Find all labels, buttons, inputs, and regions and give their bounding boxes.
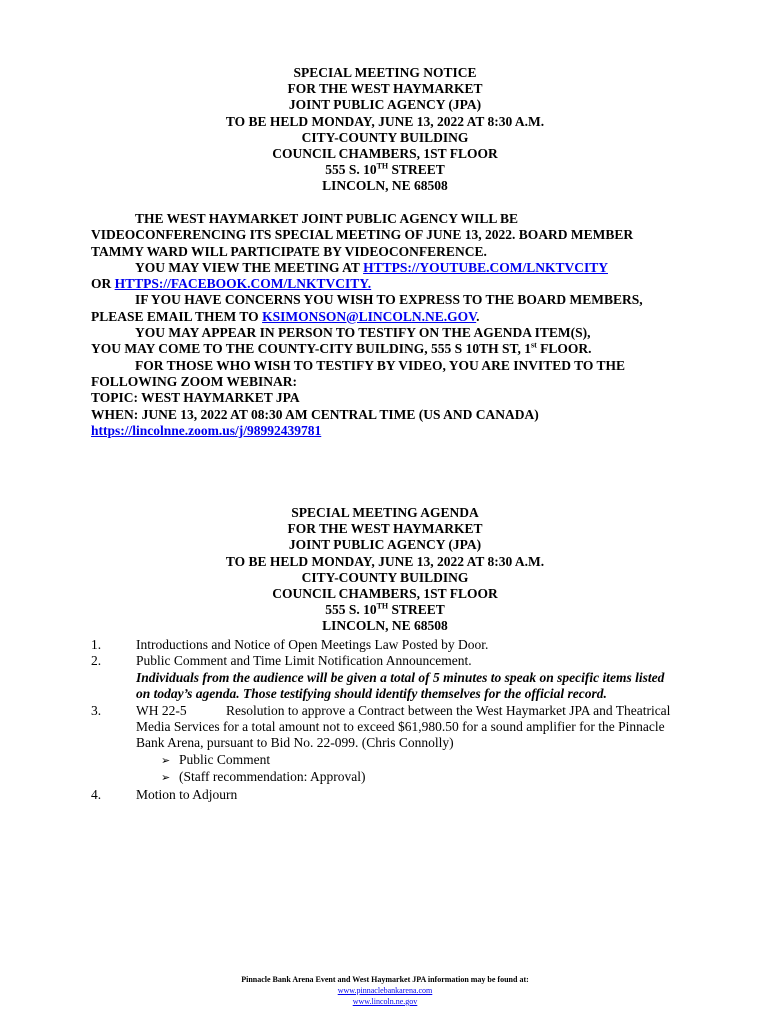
notice-line: CITY-COUNTY BUILDING bbox=[301, 129, 469, 145]
notice-date-line: TO BE HELD MONDAY, JUNE 13, 2022 AT 8:30 A.M. bbox=[225, 113, 545, 129]
agenda-heading-line: COUNCIL CHAMBERS, 1ST FLOOR bbox=[272, 586, 498, 602]
pinnacle-link[interactable]: www.pinnaclebankarena.com bbox=[337, 986, 433, 995]
agenda-heading-line: JOINT PUBLIC AGENCY (JPA) bbox=[288, 537, 482, 553]
item-code: WH 22-5 bbox=[136, 702, 187, 718]
notice-body bbox=[91, 211, 681, 439]
arrow-bullet-icon: ➢ bbox=[161, 771, 171, 785]
agenda-item bbox=[91, 703, 691, 787]
body-line: FOR THOSE WHO WISH TO TESTIFY BY VIDEO, YOU ARE INVITED TO THE bbox=[135, 357, 626, 373]
agenda-subitem: ➢ (Staff recommendation: Approval) bbox=[136, 769, 691, 786]
item-text: Public Comment and Time Limit Notification Announcement. bbox=[136, 653, 472, 669]
agenda-city: LINCOLN, NE 68508 bbox=[322, 618, 448, 634]
notice-city: LINCOLN, NE 68508 bbox=[322, 178, 448, 194]
footer-note: Pinnacle Bank Arena Event and West Haymarket JPA information may be found at: bbox=[241, 975, 529, 984]
item-number: 4. bbox=[91, 786, 102, 802]
agenda-subitem: ➢ Public Comment bbox=[136, 752, 691, 769]
agenda-heading-line: CITY-COUNTY BUILDING bbox=[301, 569, 469, 585]
body-line: THE WEST HAYMARKET JOINT PUBLIC AGENCY WILL BE bbox=[135, 211, 518, 226]
item-emphasis: Individuals from the audience will be given a total of 5 minutes to speak on specific items listed bbox=[136, 669, 665, 685]
agenda-item bbox=[91, 787, 691, 803]
facebook-link[interactable]: HTTPS://FACEBOOK.COM/LNKTVCITY. bbox=[114, 276, 372, 292]
zoom-topic: TOPIC: WEST HAYMARKET JPA bbox=[91, 390, 300, 406]
email-link[interactable]: KSIMONSON@LINCOLN.NE.GOV bbox=[262, 308, 477, 324]
item-emphasis: on today’s agenda. Those testifying should identify themselves for the official record. bbox=[136, 686, 607, 702]
item-number: 3. bbox=[91, 702, 102, 718]
footer-link-line bbox=[0, 996, 770, 1007]
agenda-list bbox=[91, 637, 691, 803]
body-line: PLEASE EMAIL THEM TO KSIMONSON@LINCOLN.NE.GOV. bbox=[91, 308, 480, 324]
arrow-bullet-icon: ➢ bbox=[161, 753, 171, 767]
agenda-heading bbox=[0, 505, 770, 635]
item-text: Motion to Adjourn bbox=[136, 786, 238, 802]
body-line: VIDEOCONFERENCING ITS SPECIAL MEETING OF JUNE 13, 2022. BOARD MEMBER bbox=[91, 227, 634, 243]
agenda-street: 555 S. 10TH STREET bbox=[325, 601, 445, 618]
page-footer bbox=[0, 974, 770, 1007]
lincoln-link[interactable]: www.lincoln.ne.gov bbox=[352, 997, 418, 1006]
body-line: YOU MAY VIEW THE MEETING AT HTTPS://YOUTUBE.COM/LNKTVCITY bbox=[135, 259, 608, 275]
body-line: YOU MAY APPEAR IN PERSON TO TESTIFY ON THE AGENDA ITEM(S), bbox=[135, 325, 591, 341]
body-line: OR HTTPS://FACEBOOK.COM/LNKTVCITY. bbox=[91, 276, 372, 292]
body-line: TAMMY WARD WILL PARTICIPATE BY VIDEOCONFERENCE. bbox=[91, 243, 487, 259]
body-line: YOU MAY COME TO THE COUNTY-CITY BUILDING, 555 S 10TH ST, 1st FLOOR. bbox=[91, 340, 592, 357]
item-text: Introductions and Notice of Open Meetings Law Posted by Door. bbox=[136, 637, 489, 652]
meeting-notice-heading bbox=[0, 65, 770, 195]
zoom-link[interactable]: https://lincolnne.zoom.us/j/98992439781 bbox=[91, 422, 322, 438]
zoom-when: WHEN: JUNE 13, 2022 AT 08:30 AM CENTRAL TIME (US AND CANADA) bbox=[91, 406, 539, 422]
agenda-title: SPECIAL MEETING AGENDA bbox=[291, 505, 479, 520]
item-text: Bank Arena, pursuant to Bid No. 22-099. (Chris Connolly) bbox=[136, 735, 454, 751]
notice-street: 555 S. 10TH STREET bbox=[325, 161, 445, 178]
item-text: WH 22-5 Resolution to approve a Contract between the West Haymarket JPA and Theatrical bbox=[136, 702, 671, 718]
body-line bbox=[91, 423, 681, 439]
notice-line: JOINT PUBLIC AGENCY (JPA) bbox=[288, 97, 482, 113]
agenda-item bbox=[91, 653, 691, 702]
footer-link-line bbox=[0, 985, 770, 996]
item-number: 1. bbox=[91, 637, 102, 652]
body-line: IF YOU HAVE CONCERNS YOU WISH TO EXPRESS TO THE BOARD MEMBERS, bbox=[135, 292, 643, 308]
youtube-link[interactable]: HTTPS://YOUTUBE.COM/LNKTVCITY bbox=[363, 259, 608, 275]
item-text: Media Services for a total amount not to exceed $61,980.50 for a sound amplifier for the Pinnacle bbox=[136, 719, 665, 735]
notice-line: FOR THE WEST HAYMARKET bbox=[287, 81, 483, 97]
item-number: 2. bbox=[91, 653, 102, 669]
notice-title: SPECIAL MEETING NOTICE bbox=[293, 65, 477, 80]
agenda-item bbox=[91, 637, 691, 653]
agenda-date-line: TO BE HELD MONDAY, JUNE 13, 2022 AT 8:30 A.M. bbox=[225, 553, 545, 569]
notice-line: COUNCIL CHAMBERS, 1ST FLOOR bbox=[272, 146, 498, 162]
body-line: FOLLOWING ZOOM WEBINAR: bbox=[91, 373, 298, 389]
agenda-heading-line: FOR THE WEST HAYMARKET bbox=[287, 521, 483, 537]
